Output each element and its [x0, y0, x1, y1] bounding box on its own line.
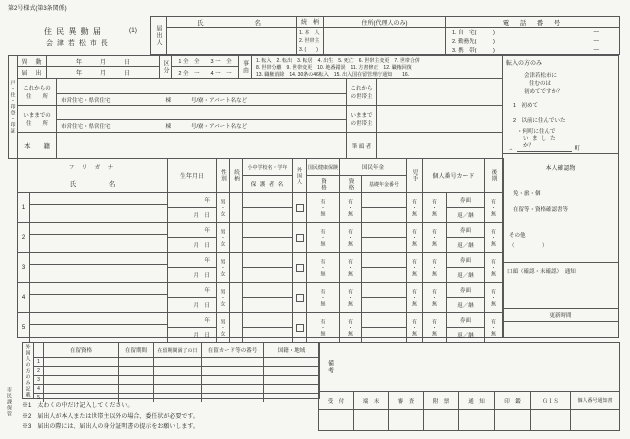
- oral-confirmation-box[interactable]: [502, 262, 619, 309]
- stamp-table: [318, 391, 620, 431]
- movein-question-2: 住むのは: [529, 81, 552, 87]
- notifier-relation-cell: [296, 16, 324, 55]
- foreigner-checkbox-cell: [293, 193, 307, 222]
- header-name: [18, 159, 168, 192]
- child-allowance-choice[interactable]: 有・無: [407, 223, 423, 252]
- pension-choice[interactable]: 有・無: [340, 313, 362, 342]
- header-pension-number: 基礎年金番号: [368, 181, 399, 188]
- category-options-row2[interactable]: 2 全 一 4 一 一: [171, 66, 239, 79]
- sex-choice[interactable]: 男・女: [217, 313, 230, 342]
- foreigner-checkbox[interactable]: [296, 324, 304, 332]
- foreign-row-number: 2: [34, 367, 44, 375]
- card-choice[interactable]: 有・無: [423, 283, 447, 312]
- update-time-label: 更新時間: [503, 309, 618, 322]
- stamp-review: 審 査: [389, 392, 424, 409]
- remarks-box: [318, 342, 620, 392]
- header-birth: 生年月日: [168, 159, 217, 192]
- move-date-field[interactable]: 年 月 日: [46, 55, 160, 67]
- stamp-value-row: [319, 410, 619, 430]
- card-action-choice[interactable]: 券面 返／継: [447, 283, 485, 312]
- old-head-label-2: の世帯主: [350, 121, 373, 127]
- child-allowance-choice[interactable]: 有・無: [407, 193, 423, 222]
- foreign-table-side-label-cell: [23, 343, 34, 398]
- status-field[interactable]: [44, 367, 119, 375]
- pension-number-field[interactable]: [362, 223, 407, 252]
- movein-question-3: 初めてですか？: [524, 89, 563, 95]
- category-label: 区分: [162, 60, 168, 74]
- furigana-field[interactable]: [30, 253, 167, 265]
- identity-doc-license[interactable]: 免・旅・個: [513, 191, 541, 197]
- identity-doc-other[interactable]: その他: [509, 233, 526, 239]
- period-field[interactable]: [119, 358, 154, 366]
- birth-field[interactable]: 年 月 日: [168, 253, 217, 282]
- phone-header: 電 話 番 号: [446, 17, 619, 28]
- old-head-label-1: いままで: [350, 113, 373, 119]
- stamp-header-row: [319, 392, 619, 410]
- new-address-label-2: 住 所: [25, 94, 48, 100]
- card-number-field[interactable]: [202, 385, 264, 393]
- relation-field[interactable]: [230, 283, 243, 312]
- foreign-header-number: [34, 343, 44, 357]
- person-table-header: [18, 159, 503, 193]
- old-head-field[interactable]: [376, 105, 503, 133]
- reason-label: 事由: [241, 60, 248, 74]
- foreign-row-number: 1: [34, 358, 44, 366]
- header-furigana: フ リ ガ ナ: [68, 165, 117, 172]
- identity-doc-residence[interactable]: 在留等・資格確認書等: [513, 207, 569, 213]
- arrow-icon: →: [508, 146, 514, 152]
- foreign-table-header: [34, 343, 319, 358]
- furigana-field[interactable]: [30, 223, 167, 235]
- reason-line-2[interactable]: 8. 世帯分離 9. 世帯変更 10. 地番錯誤 11. 方書修正 12. 職権回復: [256, 65, 412, 71]
- nhi-choice[interactable]: 有・無: [307, 283, 340, 312]
- phone-dash-3: ―: [593, 46, 599, 53]
- new-head-label-2: の世帯主: [350, 94, 373, 100]
- relation-option-self[interactable]: 1. 本 人: [299, 29, 320, 36]
- school-field[interactable]: [243, 253, 293, 282]
- stamp-box[interactable]: [531, 410, 571, 430]
- pension-number-field[interactable]: [362, 313, 407, 342]
- notifier-address-cell: [323, 16, 446, 55]
- phone-dash-2: ―: [593, 38, 599, 44]
- late-elderly-choice[interactable]: 有・無: [490, 318, 496, 337]
- header-name-label: 氏 名: [69, 181, 116, 189]
- nationality-field[interactable]: [264, 358, 319, 366]
- footnote-2: ※2 届出人が本人または世帯主以外の場合、委任状が必要です。: [22, 413, 199, 420]
- header-nhi-label: 国民健康保険: [307, 159, 339, 176]
- notifier-address-field[interactable]: [324, 28, 445, 54]
- town-answer-line[interactable]: [517, 144, 572, 152]
- update-time-field[interactable]: [503, 322, 618, 337]
- stamp-reception: 受 付: [319, 392, 354, 409]
- pension-number-field[interactable]: [362, 283, 407, 312]
- school-field[interactable]: [243, 223, 293, 252]
- nhi-choice[interactable]: 有・無: [307, 223, 340, 252]
- building-label: 棟: [165, 97, 172, 104]
- phone-option-work[interactable]: 2. 勤務先( ): [452, 39, 495, 45]
- footnote-1: ※1 太わくの中だけ記入してください。: [22, 403, 134, 409]
- stamp-box[interactable]: [354, 410, 389, 430]
- identity-doc-other-blank[interactable]: （ ）: [509, 243, 548, 249]
- movein-town-answer[interactable]: [508, 144, 613, 152]
- stamp-box[interactable]: [319, 410, 354, 430]
- notifier-label: 届出人: [155, 25, 161, 46]
- table-row: [18, 193, 503, 223]
- remarks-label: 備考: [326, 360, 333, 374]
- nationality-field[interactable]: [264, 385, 319, 393]
- header-guardian: 保 護 者 名: [250, 182, 285, 188]
- notifier-label-cell: [150, 16, 167, 55]
- town-suffix: 町: [574, 146, 581, 152]
- foreign-resident-table: [22, 342, 320, 399]
- keeper-note-cell: [6, 387, 13, 437]
- stamp-supplement: 附 票: [424, 392, 459, 409]
- name-field[interactable]: [30, 313, 168, 342]
- nationality-field[interactable]: [264, 394, 319, 402]
- header-pension-label: 国民年金: [340, 159, 406, 176]
- foreign-table-side-label: 外国人の方のみ記載: [24, 343, 31, 398]
- card-action-choice[interactable]: 券面 返／継: [447, 193, 485, 222]
- notifier-name-cell: [166, 16, 297, 55]
- foreigner-checkbox[interactable]: [296, 294, 304, 302]
- header-pension-shikaku: 資格: [340, 176, 362, 192]
- child-allowance-choice[interactable]: 有・無: [407, 253, 423, 282]
- period-field[interactable]: [119, 367, 154, 375]
- stamp-mynumber-notice: 個人番号通知書: [577, 398, 613, 404]
- stamp-gis: ＧＩＳ: [531, 392, 571, 409]
- row-number: 2: [18, 223, 30, 252]
- header-late-elderly: 後期: [490, 169, 497, 182]
- table-row: [18, 313, 503, 342]
- movein-subq-2: い ま し た: [523, 136, 557, 142]
- row-number: 4: [18, 283, 30, 312]
- late-elderly-choice[interactable]: 有・無: [490, 288, 496, 307]
- foreigner-checkbox[interactable]: [296, 204, 304, 212]
- card-action-choice[interactable]: 券面 返／継: [447, 253, 485, 282]
- header-child-allowance: 児手: [407, 159, 423, 192]
- foreigner-checkbox[interactable]: [296, 264, 304, 272]
- foreigner-checkbox-cell: [293, 223, 307, 252]
- furigana-field[interactable]: [30, 313, 167, 325]
- expiry-field[interactable]: [154, 358, 202, 366]
- nationality-field[interactable]: [264, 367, 319, 375]
- apartment-label: 号/寮・アパート名など: [191, 97, 248, 104]
- notifier-name-header: 氏 名: [167, 17, 296, 28]
- phone-cell: [445, 16, 620, 55]
- reason-line-1[interactable]: 1. 転入 2. 転出 3. 転居 4. 出生 5. 死亡 6. 世帯主変更 7. 世帯合併: [256, 58, 420, 64]
- school-field[interactable]: [243, 193, 293, 222]
- expiry-field[interactable]: [154, 376, 202, 384]
- movein-subq-1: ・何町に住んで: [517, 129, 556, 135]
- corner-note: 第2号様式(第3条関係): [8, 6, 67, 12]
- card-choice[interactable]: 有・無: [423, 253, 447, 282]
- foreign-row: [34, 385, 319, 394]
- report-date-field[interactable]: 年 月 日: [46, 66, 160, 79]
- old-address-field[interactable]: [56, 105, 347, 120]
- relation-field[interactable]: [230, 313, 243, 342]
- stamp-box[interactable]: [495, 410, 531, 430]
- update-time-box: [502, 308, 619, 338]
- expiry-field[interactable]: [154, 367, 202, 375]
- reason-options-cell[interactable]: [251, 55, 503, 79]
- header-pension: [340, 159, 407, 192]
- phone-option-mobile[interactable]: 3. 携 帯( ): [452, 47, 495, 54]
- oral-confirmation-label[interactable]: 口頭（確認・未確認） 通知: [507, 269, 576, 275]
- status-field[interactable]: [44, 385, 119, 393]
- header-relation: 続柄: [230, 159, 243, 192]
- school-field[interactable]: [243, 313, 293, 342]
- remarks-label-cell: [319, 343, 341, 391]
- school-field[interactable]: [243, 283, 293, 312]
- late-elderly-choice[interactable]: 有・無: [490, 228, 496, 247]
- movein-subq-3: か？: [523, 143, 535, 149]
- addressee-mayor: 会 津 若 松 市 長: [46, 40, 109, 47]
- birth-field[interactable]: 年 月 日: [168, 313, 217, 342]
- birth-field[interactable]: 年 月 日: [168, 283, 217, 312]
- card-number-field[interactable]: [202, 367, 264, 375]
- housing-type-note[interactable]: 市営住宅・県営住宅: [61, 97, 111, 104]
- name-field[interactable]: [30, 253, 168, 282]
- birth-field[interactable]: 年 月 日: [168, 193, 217, 222]
- stamp-box[interactable]: [424, 410, 459, 430]
- nhi-choice[interactable]: 有・無: [307, 253, 340, 282]
- header-school: [243, 159, 293, 192]
- remarks-field[interactable]: [341, 343, 619, 391]
- foreign-header-card-number: 在留カード等の番号: [202, 343, 264, 357]
- row-number: 3: [18, 253, 30, 282]
- movein-only-box: [502, 55, 619, 154]
- stamp-box[interactable]: [459, 410, 495, 430]
- keeper-note: 市民課保管: [6, 387, 12, 417]
- card-number-field[interactable]: [202, 358, 264, 366]
- period-field[interactable]: [119, 376, 154, 384]
- table-row: [18, 223, 503, 253]
- foreign-row: [34, 358, 319, 367]
- card-number-field[interactable]: [202, 394, 264, 402]
- stamp-notice: 通 知: [459, 392, 495, 409]
- name-field[interactable]: [30, 223, 168, 252]
- apartment-label-2: 号/寮・アパート名など: [191, 124, 248, 130]
- domicile-field[interactable]: [56, 132, 347, 159]
- foreign-header-period: 在留期間: [119, 343, 154, 357]
- header-foreigner: 外国人: [293, 159, 307, 192]
- first-person-label: 筆 頭 者: [346, 132, 377, 159]
- foreign-header-status: 在留資格: [44, 343, 119, 357]
- sex-choice[interactable]: 男・女: [217, 223, 230, 252]
- header-nhi-shikaku: 資格: [320, 177, 326, 191]
- relation-option-head[interactable]: 2. 世帯主: [299, 38, 320, 44]
- person-table: [17, 158, 504, 338]
- stamp-box[interactable]: [571, 410, 619, 430]
- stamp-box[interactable]: [389, 410, 424, 430]
- pension-choice[interactable]: 有・無: [340, 283, 362, 312]
- building-label-2: 棟: [165, 124, 172, 130]
- old-address-label-2: 住 所: [25, 121, 48, 127]
- sex-choice[interactable]: 男・女: [217, 283, 230, 312]
- status-field[interactable]: [44, 358, 119, 366]
- foreign-row-number: 3: [34, 376, 44, 384]
- notifier-name-field[interactable]: [167, 28, 296, 54]
- foreigner-checkbox-cell: [293, 253, 307, 282]
- foreign-row-number: 4: [34, 385, 44, 393]
- movein-question-1: 会津若松市に: [524, 73, 558, 79]
- card-choice[interactable]: 有・無: [423, 223, 447, 252]
- identity-check-box: [502, 153, 619, 263]
- child-allowance-choice[interactable]: 有・無: [407, 313, 423, 342]
- furigana-field[interactable]: [30, 283, 167, 295]
- late-elderly-choice[interactable]: 有・無: [490, 198, 496, 217]
- period-field[interactable]: [119, 385, 154, 393]
- child-allowance-choice[interactable]: 有・無: [407, 283, 423, 312]
- form-title-number: (1): [129, 27, 137, 34]
- row-number: 5: [18, 313, 30, 342]
- foreigner-checkbox[interactable]: [296, 234, 304, 242]
- relation-field[interactable]: [230, 223, 243, 252]
- table-row: [18, 283, 503, 313]
- reason-line-3[interactable]: 13. 職権消除 14. 30条の46転入 15. 出入国在留管理庁通知 16.: [256, 72, 410, 78]
- move-date-label: 異 動: [17, 55, 47, 67]
- status-field[interactable]: [44, 376, 119, 384]
- furigana-field[interactable]: [30, 193, 167, 205]
- pension-number-field[interactable]: [362, 193, 407, 222]
- phone-dash-1: ―: [593, 29, 599, 36]
- new-head-label-cell: [346, 78, 377, 106]
- row-number: 1: [18, 193, 30, 222]
- first-person-field[interactable]: [376, 132, 503, 159]
- name-field[interactable]: [30, 193, 168, 222]
- foreign-row: [34, 367, 319, 376]
- new-address-field[interactable]: [56, 78, 347, 94]
- header-mynumber-card: 個人番号カード: [423, 159, 485, 192]
- sex-choice[interactable]: 男・女: [217, 193, 230, 222]
- pension-number-field[interactable]: [362, 253, 407, 282]
- card-action-choice[interactable]: 券面 返／継: [447, 223, 485, 252]
- nationality-field[interactable]: [264, 376, 319, 384]
- old-address-label-1: いままでの: [23, 113, 51, 119]
- new-head-field[interactable]: [376, 78, 503, 106]
- new-address-label-cell: [17, 78, 57, 106]
- reason-label-cell: [238, 55, 252, 79]
- foreign-row-number: 5: [34, 394, 44, 402]
- systems-label: 戸・住・印登・印証: [9, 80, 16, 134]
- nhi-choice[interactable]: 有・無: [307, 193, 340, 222]
- foreign-row: [34, 376, 319, 385]
- card-action-choice[interactable]: 券面 返／継: [447, 313, 485, 342]
- foreigner-checkbox-cell: [293, 283, 307, 312]
- movein-title: 転入の方のみ: [506, 61, 543, 67]
- notifier-address-header: 住所(代理人のみ): [324, 17, 445, 28]
- table-row: [18, 253, 503, 283]
- card-number-field[interactable]: [202, 376, 264, 384]
- sex-choice[interactable]: 男・女: [217, 253, 230, 282]
- category-options-row1[interactable]: 1 全 全 3 一 全: [171, 55, 239, 67]
- pension-choice[interactable]: 有・無: [340, 223, 362, 252]
- pension-choice[interactable]: 有・無: [340, 193, 362, 222]
- movein-option-first[interactable]: 1 初めて: [513, 103, 539, 109]
- new-head-label-1: これから: [350, 86, 373, 92]
- identity-check-title: 本人確認物: [545, 166, 576, 172]
- card-choice[interactable]: 有・無: [423, 193, 447, 222]
- foreign-header-expiry: 在留期間満了の日: [154, 343, 202, 357]
- phone-option-home[interactable]: 1. 自 宅( ): [452, 30, 495, 37]
- stamp-seal: 印 鑑: [495, 392, 531, 409]
- expiry-field[interactable]: [154, 385, 202, 393]
- late-elderly-choice[interactable]: 有・無: [490, 258, 496, 277]
- foreigner-checkbox-cell: [293, 313, 307, 342]
- report-date-label: 届 出: [17, 66, 47, 79]
- footnotes: [22, 401, 199, 433]
- old-address-housing-row[interactable]: [56, 119, 347, 133]
- form-title: 住 民 異 動 届: [44, 27, 102, 36]
- foreign-header-nationality: 国籍・地域: [277, 348, 306, 354]
- name-field[interactable]: [30, 283, 168, 312]
- header-nhi: [307, 159, 340, 192]
- relation-field[interactable]: [230, 253, 243, 282]
- old-head-label-cell: [346, 105, 377, 133]
- old-address-label-cell: [17, 105, 57, 133]
- notifier-relation-header: 続 柄: [297, 17, 323, 28]
- header-sex: 性別: [217, 159, 230, 192]
- housing-type-note-2[interactable]: 市営住宅・県営住宅: [61, 124, 111, 130]
- new-address-label-1: これからの: [23, 86, 51, 92]
- header-school-label: 小中学校名・学年: [243, 159, 292, 176]
- relation-option-other[interactable]: 3. ( ): [299, 46, 318, 53]
- domicile-label: 本 籍: [17, 132, 57, 159]
- nhi-choice[interactable]: 有・無: [307, 313, 340, 342]
- relation-field[interactable]: [230, 193, 243, 222]
- card-choice[interactable]: 有・無: [423, 313, 447, 342]
- stamp-terminal: 端 末: [354, 392, 389, 409]
- footnote-3: ※3 届出の際には、届出人の身分証明書の提示をお願いします。: [22, 424, 199, 430]
- birth-field[interactable]: 年 月 日: [168, 223, 217, 252]
- pension-choice[interactable]: 有・無: [340, 253, 362, 282]
- movein-option-before[interactable]: 2 以前に住んでいた: [513, 118, 566, 124]
